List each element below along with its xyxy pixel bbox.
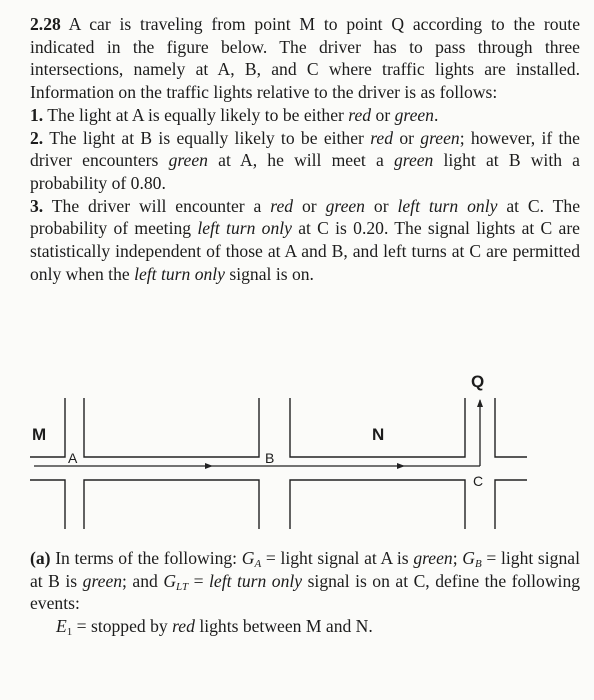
problem-intro: 2.28 A car is traveling from point M to point Q according to the route indicated in the figure below. The driver has to pass through three intersections, namely at A, B, and C where traffic lights are installed. Information on the traffic lights relative to the driver is as follows: bbox=[30, 14, 580, 103]
road-edge-bottom-1 bbox=[30, 480, 65, 529]
condition-2: 2. The light at B is equally likely to be either red or green; however, if the driver encounters green at A, he will meet a green light at B with a probability of 0.80. bbox=[30, 127, 580, 193]
problem-statement bbox=[30, 13, 580, 285]
label-m: M bbox=[32, 425, 47, 444]
route-diagram bbox=[0, 368, 594, 538]
problem-number: 2.28 bbox=[30, 14, 61, 34]
label-n: N bbox=[372, 425, 385, 444]
road-edge-bottom-3 bbox=[290, 480, 465, 529]
event-e1: $E_1$ = stopped by red lights between M and N. bbox=[56, 616, 373, 639]
road-edges bbox=[30, 398, 527, 529]
condition-1: 1. The light at A is equally likely to be either red or green. bbox=[30, 104, 439, 125]
part-a bbox=[30, 547, 580, 638]
road-edge-top-2 bbox=[84, 398, 259, 457]
label-c: C bbox=[473, 473, 484, 489]
label-b: B bbox=[265, 450, 275, 466]
road-edge-bottom-4 bbox=[495, 480, 527, 529]
route-arrows bbox=[34, 400, 480, 466]
condition-3: 3. The driver will encounter a red or green or left turn only at C. The probability of meeting left turn only at C is 0.20. The signal lights at C are statistically independent of those at A and B, and left turns at C are permitted only when the left turn only signal is on. bbox=[30, 195, 581, 284]
part-a-definitions: (a) In terms of the following: $G_A$ = light signal at A is green; $G_B$ = light signal at B is green; and $G_{LT}$ = left turn only signal is on at C, define the following events: bbox=[30, 548, 581, 614]
route-figure bbox=[0, 368, 594, 538]
road-edge-top-4 bbox=[495, 398, 527, 457]
label-a: A bbox=[68, 450, 78, 466]
road-edge-bottom-2 bbox=[84, 480, 259, 529]
label-q: Q bbox=[471, 372, 485, 391]
part-a-label: (a) bbox=[30, 548, 51, 568]
